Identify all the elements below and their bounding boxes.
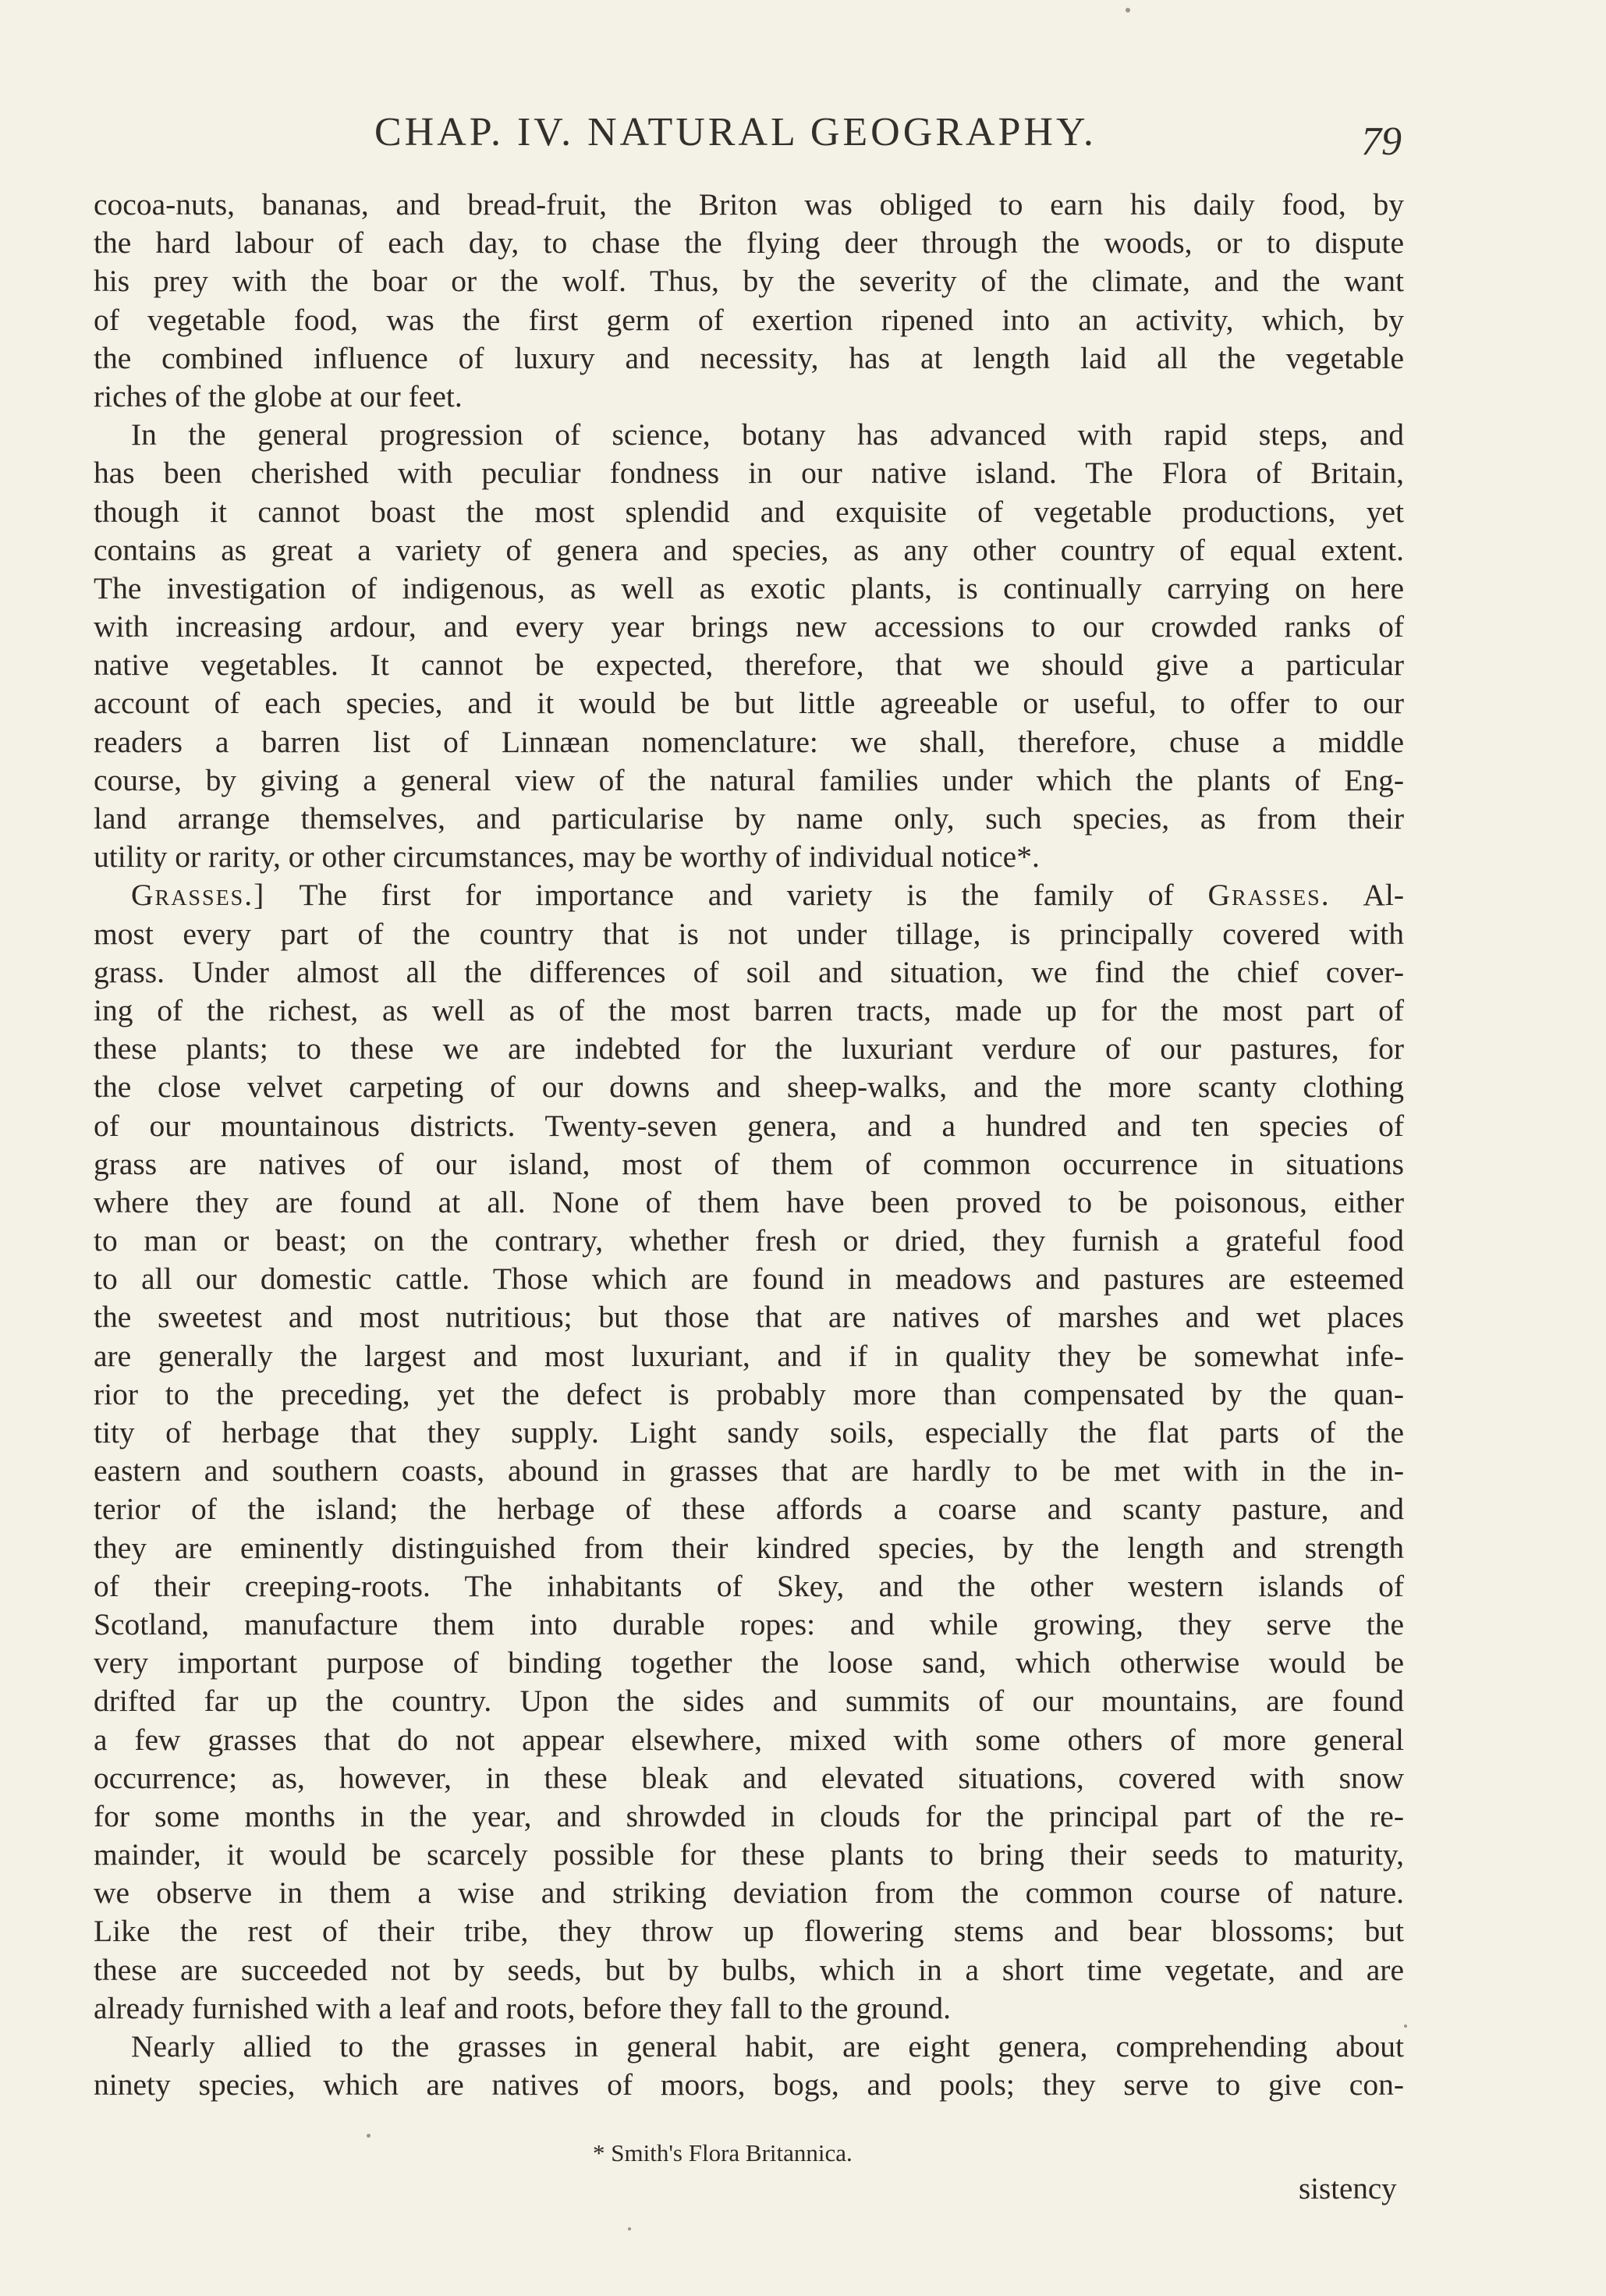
text-line: most every part of the country that is not under tillage, is principally covered with: [94, 916, 1404, 951]
text-line: native vegetables. It cannot be expected, therefore, that we should give a particular: [94, 648, 1404, 683]
text-line: eastern and southern coasts, abound in grasses that are hardly to be met with in the in-: [94, 1453, 1404, 1489]
text-line: grass. Under almost all the differences of soil and situation, we find the chief cover-: [94, 954, 1404, 989]
text-line: terior of the island; the herbage of these affords a coarse and scanty pasture, and: [94, 1492, 1404, 1527]
text-line: to all our domestic cattle. Those which are found in meadows and pastures are esteemed: [94, 1262, 1404, 1297]
text-line: grass are natives of our island, most of them of common occurrence in situations: [94, 1146, 1404, 1181]
text-line: we observe in them a wise and striking deviation from the common course of nature.: [94, 1875, 1404, 1911]
text-line: The investigation of indigenous, as well as exotic plants, is continually carrying on here: [94, 570, 1404, 605]
text-line: though it cannot boast the most splendid and exquisite of vegetable productions, yet: [94, 494, 1404, 529]
paper-speck: [1404, 2025, 1407, 2028]
text-line: a few grasses that do not appear elsewhere, mixed with some others of more general: [94, 1722, 1404, 1757]
text-line: these plants; to these we are indebted for the luxuriant verdure of our pastures, for: [94, 1031, 1404, 1066]
text-line: these are succeeded not by seeds, but by bulbs, which in a short time vegetate, and are: [94, 1952, 1404, 1987]
text-line: the close velvet carpeting of our downs and sheep-walks, and the more scanty clothing: [94, 1070, 1404, 1105]
text-line: of their creeping-roots. The inhabitants of Skey, and the other western islands of: [94, 1568, 1404, 1603]
footnote: * Smith's Flora Britannica.: [593, 2139, 853, 2166]
text-line: riches of the globe at our feet.: [94, 378, 463, 413]
paper-speck: [628, 2227, 631, 2230]
text-line: tity of herbage that they supply. Light sandy soils, especially the flat parts of the: [94, 1415, 1404, 1450]
text-line: land arrange themselves, and particularise by name only, such species, as from their: [94, 801, 1404, 836]
text-line: Scotland, manufacture them into durable ropes: and while growing, they serve the: [94, 1606, 1404, 1641]
catchword: sistency: [1299, 2172, 1397, 2206]
text-line: with increasing ardour, and every year brings new accessions to our crowded ranks of: [94, 609, 1404, 644]
text-line: utility or rarity, or other circumstances, may be worthy of individual notice*.: [94, 839, 1040, 875]
text-line: his prey with the boar or the wolf. Thus, by the severity of the climate, and the want: [94, 264, 1404, 299]
text-line: account of each species, and it would be but little agreeable or useful, to offer to our: [94, 686, 1404, 721]
text-line: ninety species, which are natives of moors, bogs, and pools; they serve to give con-: [94, 2067, 1404, 2103]
text-line: the hard labour of each day, to chase the flying deer through the woods, or to dispute: [94, 225, 1404, 261]
text-line: occurrence; as, however, in these bleak and elevated situations, covered with snow: [94, 1760, 1404, 1795]
running-head: CHAP. IV. NATURAL GEOGRAPHY.: [374, 110, 1097, 154]
text-line: In the general progression of science, botany has advanced with rapid steps, and: [131, 417, 1404, 452]
section-tail: Al-: [1330, 878, 1404, 913]
text-line: they are eminently distinguished from their kindred species, by the length and strength: [94, 1530, 1404, 1565]
text-line: Nearly allied to the grasses in general habit, are eight genera, comprehending about: [131, 2029, 1404, 2064]
text-line: the sweetest and most nutritious; but those that are natives of marshes and wet places: [94, 1300, 1404, 1335]
text-line: of our mountainous districts. Twenty-seven genera, and a hundred and ten species of: [94, 1108, 1404, 1143]
text-line: readers a barren list of Linnæan nomenclature: we shall, therefore, chuse a middle: [94, 724, 1404, 759]
paper-speck: [367, 2134, 370, 2138]
text-line: rior to the preceding, yet the defect is probably more than compensated by the quan-: [94, 1376, 1404, 1411]
section-term: Grasses.: [1207, 878, 1331, 913]
text-line: ing of the richest, as well as of the most barren tracts, made up for the most part of: [94, 992, 1404, 1027]
text-line: of vegetable food, was the first germ of exertion ripened into an activity, which, by: [94, 302, 1404, 337]
text-line: to man or beast; on the contrary, whether fresh or dried, they furnish a grateful food: [94, 1223, 1404, 1258]
text-line: has been cherished with peculiar fondness in our native island. The Flora of Britain,: [94, 456, 1404, 491]
text-line: where they are found at all. None of them have been proved to be poisonous, either: [94, 1184, 1404, 1219]
text-line: already furnished with a leaf and roots, before they fall to the ground.: [94, 1990, 952, 2025]
text-line: drifted far up the country. Upon the sides and summits of our mountains, are found: [94, 1684, 1404, 1719]
section-head-line: [94, 876, 1404, 914]
section-text: The first for importance and variety is the family of: [265, 878, 1208, 913]
text-line: for some months in the year, and shrowded in clouds for the principal part of the re-: [94, 1798, 1404, 1833]
text-line: are generally the largest and most luxuriant, and if in quality they be somewhat infe-: [94, 1338, 1404, 1373]
text-line: contains as great a variety of genera and species, as any other country of equal extent.: [94, 532, 1404, 567]
paper-speck: [1126, 8, 1130, 12]
text-line: mainder, it would be scarcely possible for these plants to bring their seeds to maturity,: [94, 1837, 1404, 1872]
text-line: cocoa-nuts, bananas, and bread-fruit, the Briton was obliged to earn his daily food, by: [94, 187, 1404, 222]
page-number: 79: [1361, 119, 1402, 164]
body-text: [94, 186, 1404, 2104]
text-line: very important purpose of binding together the loose sand, which otherwise would be: [94, 1645, 1404, 1680]
text-line: Like the rest of their tribe, they throw up flowering stems and bear blossoms; but: [94, 1914, 1404, 1949]
text-line: the combined influence of luxury and necessity, has at length laid all the vegetable: [94, 340, 1404, 375]
section-head: Grasses.]: [131, 878, 266, 913]
text-line: course, by giving a general view of the natural families under which the plants of Eng-: [94, 762, 1404, 797]
